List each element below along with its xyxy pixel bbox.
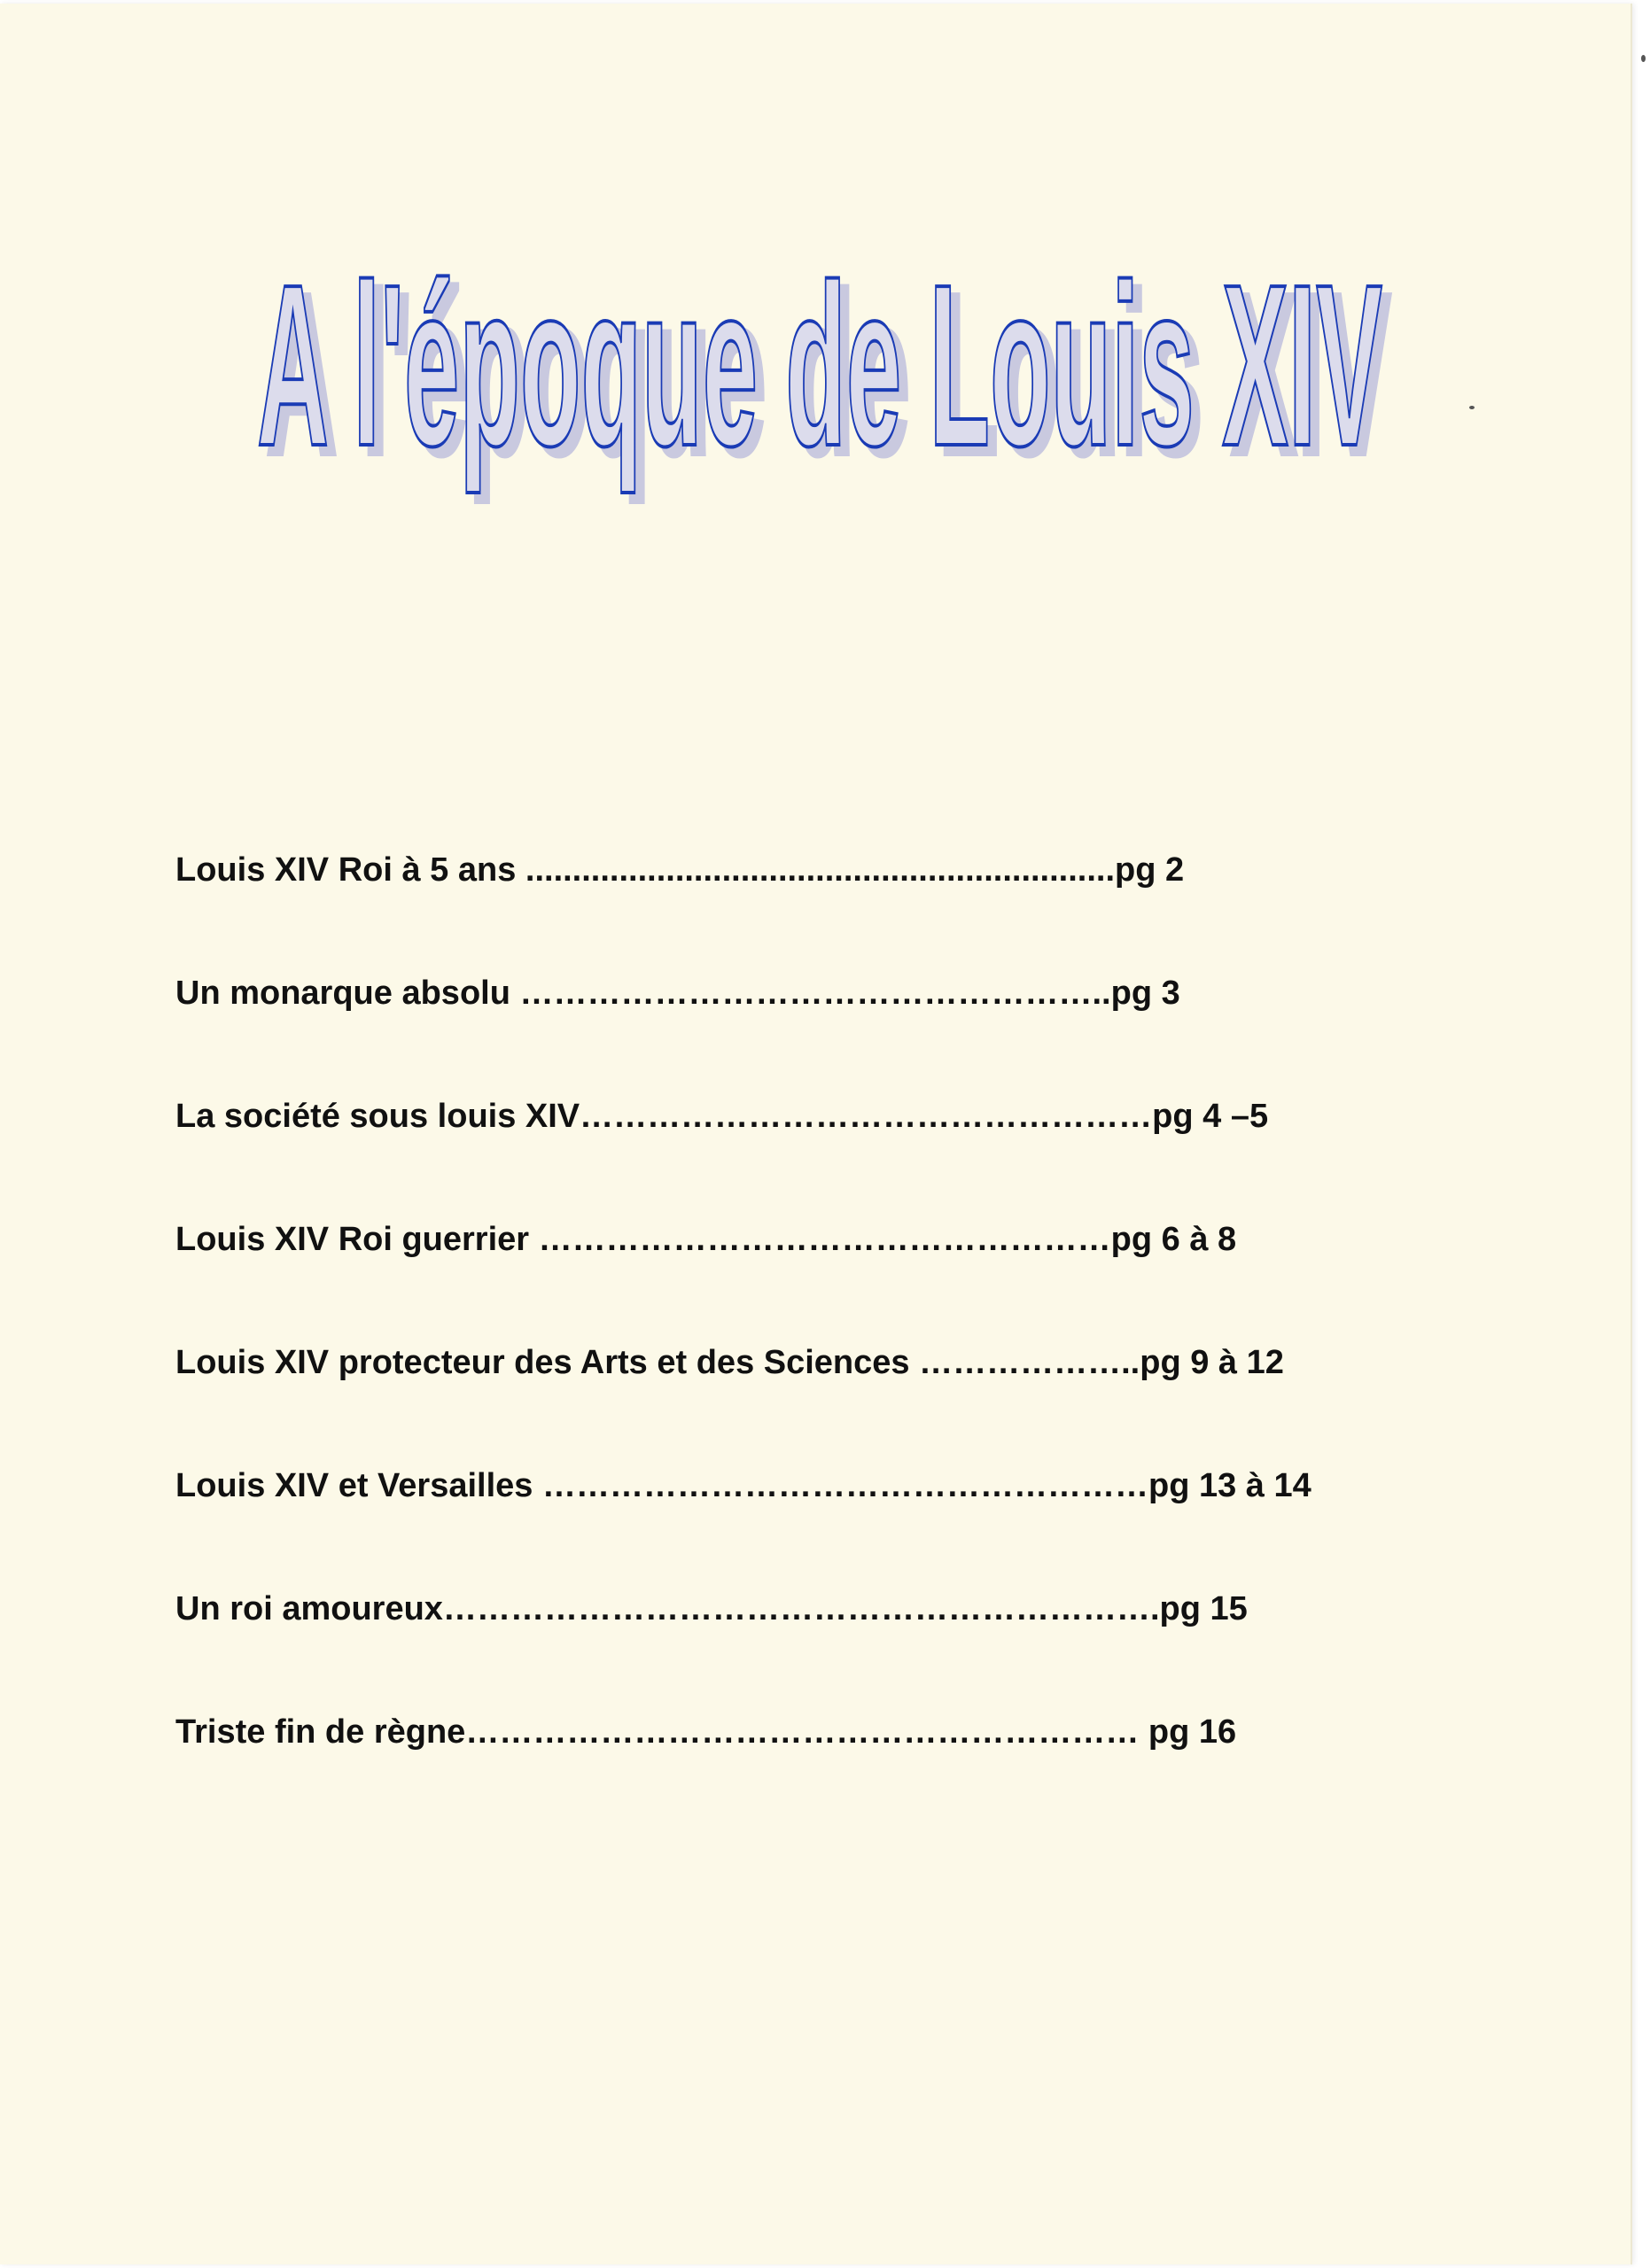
toc-entry (175, 1220, 1236, 1259)
toc-entry-label: Louis XIV protecteur des Arts et des Sciences (175, 1344, 910, 1381)
toc-entry-label: Louis XIV Roi guerrier (175, 1221, 530, 1258)
toc-entry-label: La société sous louis XIV (175, 1098, 580, 1135)
toc-entry (175, 1343, 1284, 1382)
toc-entry-page: pg 16 (1148, 1713, 1237, 1751)
toc-entry-page: pg 3 (1110, 975, 1180, 1012)
toc-entry (175, 974, 1180, 1013)
title-shadow: A l'époque de Louis XIV (266, 246, 1392, 503)
toc-entry-label: Un roi amoureux (175, 1590, 443, 1627)
toc-entry-dots: ............................................................... (525, 851, 1116, 889)
scan-speck (1469, 406, 1475, 409)
toc-entry (175, 850, 1184, 889)
toc-entry-dots: ………………………………………………………. (442, 1590, 1160, 1627)
toc-entry-page: pg 9 à 12 (1140, 1344, 1284, 1381)
toc-entry-label: Un monarque absolu (175, 975, 510, 1012)
toc-entry-page: pg 6 à 8 (1110, 1221, 1237, 1258)
toc-entry-page: pg 2 (1115, 851, 1185, 889)
toc-entry-dots: …………………………………………… (538, 1221, 1111, 1258)
toc-entry-label: Triste fin de règne (175, 1713, 466, 1751)
toc-entry-page: pg 13 à 14 (1148, 1467, 1311, 1504)
toc-entry (175, 1713, 1236, 1751)
toc-entry-page: pg 15 (1159, 1590, 1248, 1627)
toc-entry-dots: …………………………………………….. (519, 975, 1111, 1012)
toc-entry (175, 1466, 1311, 1505)
toc-entry-dots: ……………….. (919, 1344, 1140, 1381)
toc-entry (175, 1589, 1248, 1628)
toc-entry-dots: …………………………………………………… (465, 1713, 1140, 1751)
toc-entry-dots: …………………………………………… (580, 1098, 1153, 1135)
toc-entry-dots: ……………………………………………… (541, 1467, 1148, 1504)
scan-speck (1641, 55, 1646, 62)
toc-entry-label: Louis XIV et Versailles (175, 1467, 533, 1504)
toc-entry-page: pg 4 –5 (1152, 1098, 1269, 1135)
toc-entry (175, 1097, 1268, 1136)
toc-entry-label: Louis XIV Roi à 5 ans (175, 851, 517, 889)
title-text: A l'époque de Louis XIV (257, 237, 1383, 494)
